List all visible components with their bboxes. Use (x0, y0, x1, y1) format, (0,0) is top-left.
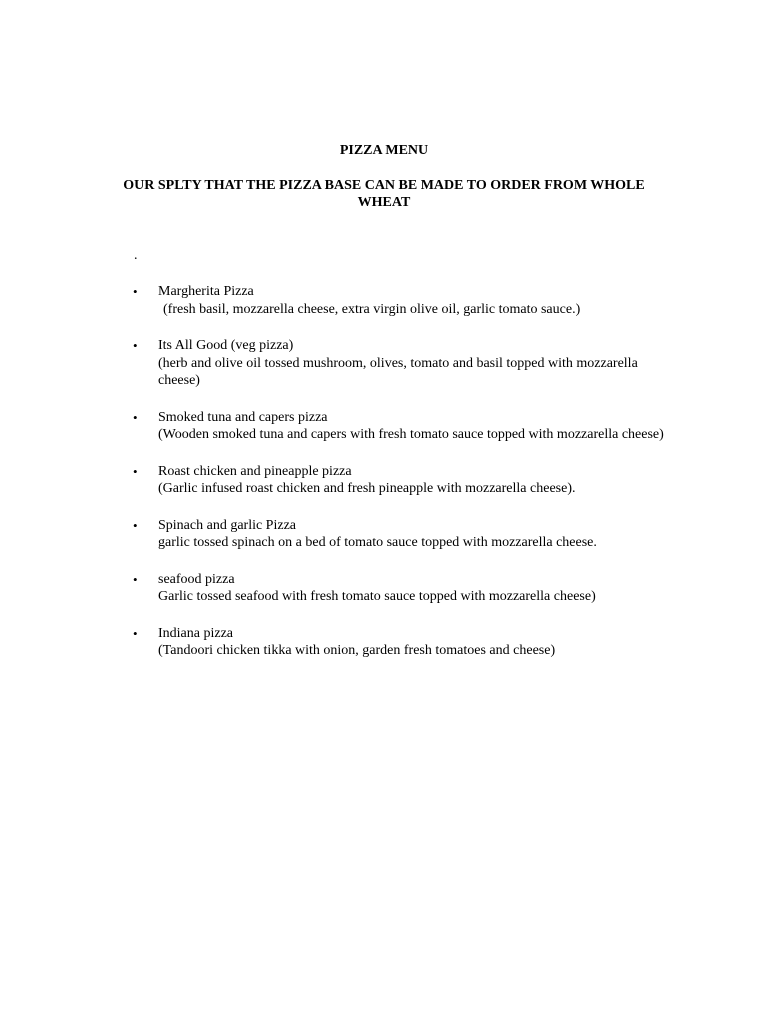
menu-item-description: (Tandoori chicken tikka with onion, garden fresh tomatoes and cheese) (158, 643, 556, 658)
bullet-icon: • (133, 409, 138, 425)
menu-item-name: Its All Good (veg pizza) (158, 338, 294, 353)
page-subtitle: OUR SPLTY THAT THE PIZZA BASE CAN BE MADE TO ORDER FROM WHOLE WHEAT (123, 178, 645, 210)
menu-item-name: Roast chicken and pineapple pizza (158, 463, 352, 479)
list-item (0, 571, 768, 606)
bullet-icon: • (133, 338, 138, 353)
page-title: PIZZA MENU (339, 143, 429, 158)
menu-item-name: Margherita Pizza (158, 284, 254, 299)
list-item (0, 463, 768, 498)
bullet-icon: • (133, 284, 138, 299)
menu-item-name: seafood pizza (158, 571, 235, 587)
menu-item-description: (Garlic infused roast chicken and fresh pineapple with mozzarella cheese). (158, 481, 576, 496)
menu-item-name: Spinach and garlic Pizza (158, 517, 297, 533)
stray-mark: . (134, 248, 138, 263)
menu-item-name: Smoked tuna and capers pizza (158, 409, 328, 425)
menu-item-name: Indiana pizza (158, 625, 234, 641)
list-item (0, 625, 768, 660)
menu-item-description: garlic tossed spinach on a bed of tomato sauce topped with mozzarella cheese. (158, 535, 597, 550)
list-item (0, 517, 768, 552)
menu-item-description: (fresh basil, mozzarella cheese, extra virgin olive oil, garlic tomato sauce.) (163, 301, 581, 317)
list-item (0, 337, 768, 390)
list-item (0, 409, 768, 444)
menu-list (0, 283, 768, 679)
bullet-icon: • (133, 571, 138, 587)
menu-item-description: (herb and olive oil tossed mushroom, olives, tomato and basil topped with mozzarella cheese) (158, 355, 638, 388)
menu-item-description: (Wooden smoked tuna and capers with fresh tomato sauce topped with mozzarella cheese) (158, 427, 664, 442)
menu-item-description: Garlic tossed seafood with fresh tomato sauce topped with mozzarella cheese) (158, 589, 596, 604)
bullet-icon: • (133, 625, 138, 641)
list-item (0, 283, 768, 318)
bullet-icon: • (133, 517, 138, 533)
bullet-icon: • (133, 463, 138, 479)
